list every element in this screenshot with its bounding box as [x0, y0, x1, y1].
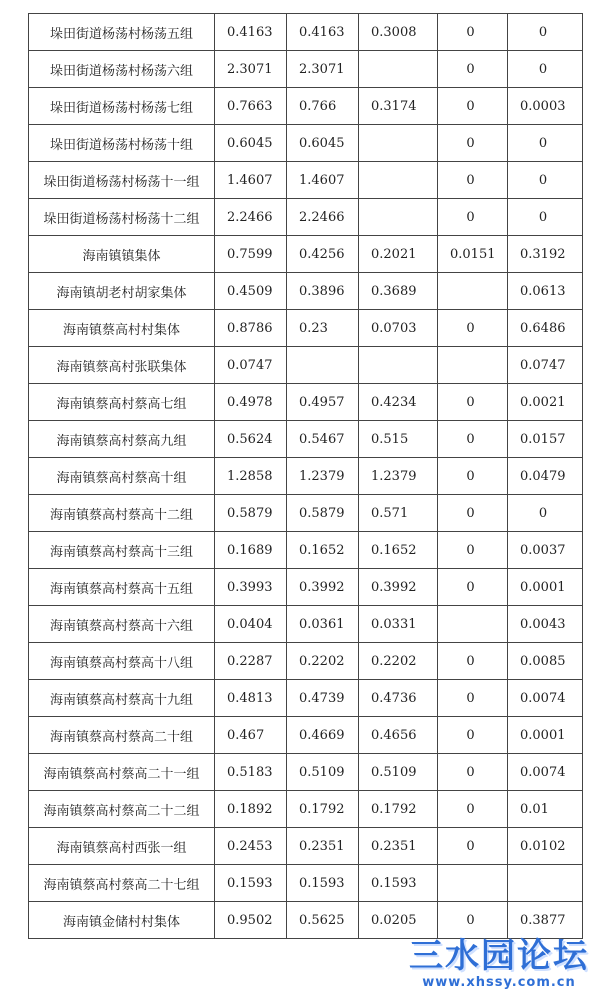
- cell-value-col4: 0: [438, 88, 508, 125]
- cell-value-col5: 0.01: [508, 791, 583, 828]
- table-row: [29, 754, 583, 791]
- cell-value-col2: 0.1792: [287, 791, 359, 828]
- table-row: [29, 643, 583, 680]
- cell-value-col2: 0.1652: [287, 532, 359, 569]
- cell-value-col4: [438, 606, 508, 643]
- cell-value-col5: 0.0021: [508, 384, 583, 421]
- cell-value-col5: 0.0479: [508, 458, 583, 495]
- cell-value-col5: 0.0613: [508, 273, 583, 310]
- cell-value-col3: 0.2202: [359, 643, 438, 680]
- cell-value-col3: 0.4234: [359, 384, 438, 421]
- cell-value-col5: 0.0074: [508, 754, 583, 791]
- cell-value-col1: 0.4978: [215, 384, 287, 421]
- cell-unit-name: 海南镇蔡高村蔡高十八组: [29, 643, 215, 680]
- table-row: [29, 310, 583, 347]
- cell-value-col1: 2.2466: [215, 199, 287, 236]
- cell-value-col5: 0.0085: [508, 643, 583, 680]
- cell-value-col1: 0.2453: [215, 828, 287, 865]
- cell-value-col3: 0.3992: [359, 569, 438, 606]
- cell-value-col2: 0.4669: [287, 717, 359, 754]
- cell-unit-name: 海南镇蔡高村蔡高十五组: [29, 569, 215, 606]
- land-area-table: [28, 13, 583, 939]
- cell-value-col4: [438, 273, 508, 310]
- cell-value-col4: 0: [438, 51, 508, 88]
- cell-value-col3: [359, 199, 438, 236]
- cell-value-col3: 0.1593: [359, 865, 438, 902]
- cell-value-col5: 0.3877: [508, 902, 583, 939]
- cell-value-col2: 0.4739: [287, 680, 359, 717]
- table-row: [29, 14, 583, 51]
- table-row: [29, 828, 583, 865]
- table-row: [29, 236, 583, 273]
- cell-value-col2: 0.2351: [287, 828, 359, 865]
- cell-value-col1: 0.5183: [215, 754, 287, 791]
- table-row: [29, 717, 583, 754]
- table-row: [29, 569, 583, 606]
- cell-value-col2: 0.6045: [287, 125, 359, 162]
- table-row: [29, 199, 583, 236]
- cell-unit-name: 垛田街道杨荡村杨荡七组: [29, 88, 215, 125]
- cell-value-col2: 0.1593: [287, 865, 359, 902]
- cell-value-col3: 0.4736: [359, 680, 438, 717]
- cell-value-col4: 0: [438, 162, 508, 199]
- cell-value-col5: 0: [508, 51, 583, 88]
- cell-value-col5: 0.0043: [508, 606, 583, 643]
- table-row: [29, 680, 583, 717]
- watermark-logo-text: 三水园论坛: [409, 936, 589, 976]
- cell-value-col2: 0.3896: [287, 273, 359, 310]
- cell-value-col5: 0.0074: [508, 680, 583, 717]
- cell-value-col3: [359, 162, 438, 199]
- cell-value-col4: 0: [438, 458, 508, 495]
- cell-unit-name: 海南镇蔡高村蔡高十三组: [29, 532, 215, 569]
- document-page: [28, 13, 582, 939]
- cell-unit-name: 海南镇蔡高村蔡高十组: [29, 458, 215, 495]
- table-row: [29, 606, 583, 643]
- table-row: [29, 88, 583, 125]
- cell-value-col5: 0: [508, 199, 583, 236]
- cell-value-col1: 0.8786: [215, 310, 287, 347]
- table-row: [29, 495, 583, 532]
- cell-value-col4: 0: [438, 754, 508, 791]
- cell-value-col3: [359, 51, 438, 88]
- cell-value-col1: 0.1689: [215, 532, 287, 569]
- table-row: [29, 458, 583, 495]
- cell-value-col2: 1.4607: [287, 162, 359, 199]
- cell-value-col4: 0: [438, 828, 508, 865]
- cell-value-col1: 0.1892: [215, 791, 287, 828]
- cell-value-col4: 0: [438, 384, 508, 421]
- cell-value-col2: 0.5625: [287, 902, 359, 939]
- cell-value-col3: 0.515: [359, 421, 438, 458]
- cell-unit-name: 垛田街道杨荡村杨荡十组: [29, 125, 215, 162]
- cell-value-col3: 0.3174: [359, 88, 438, 125]
- cell-value-col5: 0.0157: [508, 421, 583, 458]
- cell-value-col3: [359, 125, 438, 162]
- cell-value-col5: 0: [508, 162, 583, 199]
- cell-unit-name: 海南镇蔡高村张联集体: [29, 347, 215, 384]
- cell-value-col2: 0.0361: [287, 606, 359, 643]
- cell-value-col1: 0.7599: [215, 236, 287, 273]
- cell-unit-name: 海南镇蔡高村蔡高二十七组: [29, 865, 215, 902]
- cell-value-col3: 0.0703: [359, 310, 438, 347]
- cell-value-col1: 0.3993: [215, 569, 287, 606]
- cell-unit-name: 海南镇蔡高村蔡高二十组: [29, 717, 215, 754]
- cell-value-col2: 0.4957: [287, 384, 359, 421]
- cell-value-col4: [438, 347, 508, 384]
- site-watermark: [409, 936, 589, 990]
- table-row: [29, 791, 583, 828]
- cell-value-col4: 0: [438, 643, 508, 680]
- cell-unit-name: 海南镇蔡高村西张一组: [29, 828, 215, 865]
- cell-unit-name: 海南镇胡老村胡家集体: [29, 273, 215, 310]
- cell-value-col2: 0.5467: [287, 421, 359, 458]
- cell-value-col1: 0.467: [215, 717, 287, 754]
- cell-value-col2: 0.5879: [287, 495, 359, 532]
- cell-value-col4: 0: [438, 717, 508, 754]
- cell-value-col2: 0.2202: [287, 643, 359, 680]
- cell-unit-name: 垛田街道杨荡村杨荡十一组: [29, 162, 215, 199]
- cell-value-col1: 0.5879: [215, 495, 287, 532]
- cell-value-col4: 0: [438, 680, 508, 717]
- cell-value-col2: [287, 347, 359, 384]
- cell-unit-name: 海南镇蔡高村蔡高十二组: [29, 495, 215, 532]
- cell-value-col4: 0: [438, 532, 508, 569]
- cell-unit-name: 海南镇蔡高村蔡高七组: [29, 384, 215, 421]
- cell-value-col3: 0.3689: [359, 273, 438, 310]
- table-row: [29, 273, 583, 310]
- table-row: [29, 384, 583, 421]
- cell-value-col1: 1.4607: [215, 162, 287, 199]
- cell-value-col5: 0.3192: [508, 236, 583, 273]
- cell-unit-name: 垛田街道杨荡村杨荡六组: [29, 51, 215, 88]
- cell-value-col3: 0.3008: [359, 14, 438, 51]
- cell-unit-name: 海南镇镇集体: [29, 236, 215, 273]
- cell-value-col5: 0: [508, 125, 583, 162]
- table-row: [29, 421, 583, 458]
- cell-value-col5: 0.0037: [508, 532, 583, 569]
- cell-value-col2: 0.4163: [287, 14, 359, 51]
- cell-value-col3: 0.1652: [359, 532, 438, 569]
- table-row: [29, 125, 583, 162]
- cell-value-col4: 0: [438, 310, 508, 347]
- cell-value-col5: 0.0001: [508, 569, 583, 606]
- cell-unit-name: 海南镇蔡高村蔡高十九组: [29, 680, 215, 717]
- cell-value-col2: 0.23: [287, 310, 359, 347]
- cell-value-col1: 0.9502: [215, 902, 287, 939]
- cell-value-col4: 0: [438, 421, 508, 458]
- cell-value-col3: 0.4656: [359, 717, 438, 754]
- cell-value-col2: 2.2466: [287, 199, 359, 236]
- cell-value-col5: 0.0102: [508, 828, 583, 865]
- cell-unit-name: 垛田街道杨荡村杨荡五组: [29, 14, 215, 51]
- table-row: [29, 51, 583, 88]
- cell-value-col5: 0.0001: [508, 717, 583, 754]
- cell-value-col4: 0: [438, 495, 508, 532]
- cell-value-col3: 1.2379: [359, 458, 438, 495]
- cell-value-col2: 0.3992: [287, 569, 359, 606]
- cell-value-col1: 0.5624: [215, 421, 287, 458]
- cell-value-col1: 0.0404: [215, 606, 287, 643]
- cell-unit-name: 海南镇蔡高村村集体: [29, 310, 215, 347]
- table-row: [29, 162, 583, 199]
- cell-value-col5: [508, 865, 583, 902]
- cell-value-col5: 0.0747: [508, 347, 583, 384]
- cell-value-col1: 0.4163: [215, 14, 287, 51]
- cell-value-col3: 0.2351: [359, 828, 438, 865]
- table-body: [29, 14, 583, 939]
- cell-value-col1: 0.4813: [215, 680, 287, 717]
- table-row: [29, 532, 583, 569]
- cell-unit-name: 垛田街道杨荡村杨荡十二组: [29, 199, 215, 236]
- table-row: [29, 347, 583, 384]
- cell-value-col2: 0.5109: [287, 754, 359, 791]
- cell-value-col3: 0.0205: [359, 902, 438, 939]
- cell-value-col3: 0.1792: [359, 791, 438, 828]
- cell-value-col2: 0.766: [287, 88, 359, 125]
- cell-value-col5: 0.6486: [508, 310, 583, 347]
- cell-unit-name: 海南镇蔡高村蔡高二十一组: [29, 754, 215, 791]
- cell-value-col1: 0.6045: [215, 125, 287, 162]
- cell-value-col1: 0.7663: [215, 88, 287, 125]
- cell-value-col5: 0: [508, 14, 583, 51]
- table-row: [29, 865, 583, 902]
- cell-unit-name: 海南镇蔡高村蔡高十六组: [29, 606, 215, 643]
- cell-unit-name: 海南镇蔡高村蔡高九组: [29, 421, 215, 458]
- cell-value-col1: 1.2858: [215, 458, 287, 495]
- cell-value-col1: 0.4509: [215, 273, 287, 310]
- cell-value-col2: 1.2379: [287, 458, 359, 495]
- cell-value-col2: 2.3071: [287, 51, 359, 88]
- cell-value-col4: [438, 865, 508, 902]
- cell-value-col4: 0.0151: [438, 236, 508, 273]
- cell-value-col3: [359, 347, 438, 384]
- cell-value-col3: 0.5109: [359, 754, 438, 791]
- cell-unit-name: 海南镇蔡高村蔡高二十二组: [29, 791, 215, 828]
- table-row: [29, 902, 583, 939]
- cell-value-col4: 0: [438, 125, 508, 162]
- cell-value-col1: 0.2287: [215, 643, 287, 680]
- cell-value-col4: 0: [438, 14, 508, 51]
- cell-value-col4: 0: [438, 199, 508, 236]
- cell-value-col2: 0.4256: [287, 236, 359, 273]
- cell-value-col1: 2.3071: [215, 51, 287, 88]
- cell-value-col3: 0.0331: [359, 606, 438, 643]
- cell-value-col3: 0.2021: [359, 236, 438, 273]
- cell-value-col5: 0: [508, 495, 583, 532]
- cell-value-col3: 0.571: [359, 495, 438, 532]
- cell-value-col1: 0.1593: [215, 865, 287, 902]
- cell-value-col4: 0: [438, 902, 508, 939]
- cell-value-col1: 0.0747: [215, 347, 287, 384]
- cell-unit-name: 海南镇金储村村集体: [29, 902, 215, 939]
- watermark-url: www.xhssy.com.cn: [422, 975, 576, 990]
- cell-value-col5: 0.0003: [508, 88, 583, 125]
- cell-value-col4: 0: [438, 791, 508, 828]
- cell-value-col4: 0: [438, 569, 508, 606]
